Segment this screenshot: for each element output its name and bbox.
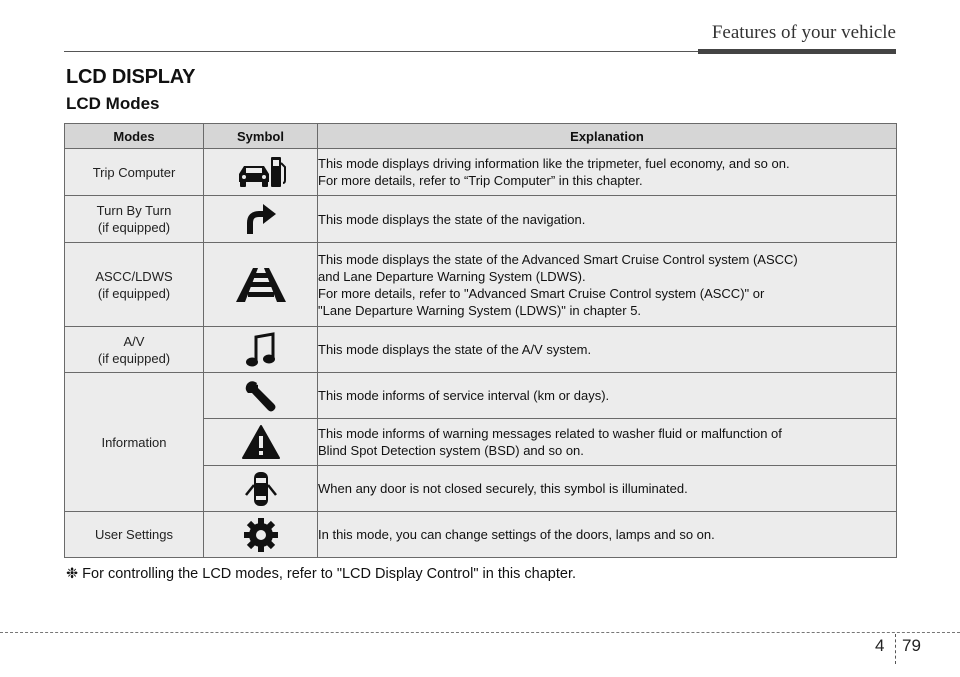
chapter-number: 4	[875, 636, 885, 655]
symbol-cell	[204, 512, 318, 558]
explanation-cell	[318, 327, 897, 373]
mode-cell	[65, 243, 204, 327]
mode-label: A/V	[123, 333, 145, 349]
explanation-line: When any door is not closed securely, this symbol is illuminated.	[318, 481, 688, 496]
gear-icon	[242, 526, 280, 541]
mode-label: Turn By Turn	[96, 203, 172, 218]
mode-note: (if equipped)	[97, 220, 171, 235]
explanation-line: This mode displays driving information like the tripmeter, fuel economy, and so on.	[318, 156, 790, 171]
mode-label: ASCC/LDWS	[95, 268, 173, 284]
mode-note: (if equipped)	[97, 285, 171, 301]
explanation-cell	[318, 149, 897, 196]
explanation-line: This mode displays the state of the navigation.	[318, 211, 586, 227]
lane-icon	[233, 276, 289, 291]
explanation-line: Blind Spot Detection system (BSD) and so on.	[318, 443, 584, 458]
explanation-line: and Lane Departure Warning System (LDWS).	[318, 268, 586, 284]
mode-label: Trip Computer	[92, 164, 176, 180]
table-row-turn-by-turn	[65, 196, 897, 243]
mode-cell	[65, 196, 204, 243]
explanation-line: For more details, refer to “Trip Computer” in this chapter.	[318, 173, 643, 188]
column-header-explanation: Explanation	[318, 124, 897, 149]
explanation-cell	[318, 419, 897, 466]
explanation-cell	[318, 373, 897, 419]
page-title: LCD DISPLAY	[66, 66, 196, 88]
car-fuel-pump-icon	[233, 163, 289, 178]
page-number: 79	[902, 636, 921, 655]
symbol-cell	[204, 419, 318, 466]
mode-cell	[65, 149, 204, 196]
explanation-line: "Lane Departure Warning System (LDWS)" in chapter 5.	[318, 302, 642, 318]
explanation-line: This mode displays the state of the Advanced Smart Cruise Control system (ASCC)	[318, 251, 798, 267]
symbol-cell	[204, 243, 318, 327]
footnote: ❉ For controlling the LCD modes, refer to "LCD Display Control" in this chapter.	[66, 566, 577, 582]
explanation-cell	[318, 243, 897, 327]
mode-cell	[65, 512, 204, 558]
mode-label: User Settings	[94, 527, 174, 542]
mode-cell	[65, 373, 204, 512]
explanation-cell	[318, 196, 897, 243]
explanation-line: This mode informs of service interval (km or days).	[318, 388, 610, 403]
symbol-cell	[204, 373, 318, 419]
explanation-cell	[318, 512, 897, 558]
mode-cell	[65, 327, 204, 373]
page-number-divider	[895, 634, 896, 664]
table-row-trip-computer	[65, 149, 897, 196]
section-subtitle: LCD Modes	[66, 94, 160, 113]
symbol-cell	[204, 327, 318, 373]
explanation-cell	[318, 466, 897, 512]
mode-label: Information	[101, 434, 167, 450]
turn-arrow-icon	[243, 210, 279, 225]
column-header-symbol: Symbol	[204, 124, 318, 149]
warning-triangle-icon	[241, 433, 281, 448]
table-row-information-service	[65, 373, 897, 419]
mode-note: (if equipped)	[97, 350, 171, 366]
explanation-line: For more details, refer to "Advanced Smart Cruise Control system (ASCC)" or	[318, 285, 765, 301]
table-row-ascc-ldws	[65, 243, 897, 327]
wrench-icon	[243, 387, 279, 402]
explanation-line: This mode displays the state of the A/V system.	[318, 342, 592, 357]
footer-rule	[0, 632, 960, 633]
table-header-row	[65, 124, 897, 149]
explanation-line: This mode informs of warning messages related to washer fluid or malfunction of	[318, 426, 782, 441]
table-row-av	[65, 327, 897, 373]
music-note-icon	[243, 341, 279, 356]
symbol-cell	[204, 466, 318, 512]
explanation-line: In this mode, you can change settings of the doors, lamps and so on.	[318, 527, 715, 542]
symbol-cell	[204, 149, 318, 196]
symbol-cell	[204, 196, 318, 243]
section-header: Features of your vehicle	[711, 22, 896, 43]
column-header-modes: Modes	[65, 124, 204, 149]
header-rule-accent	[698, 49, 896, 54]
door-open-icon	[241, 480, 281, 495]
lcd-modes-table	[64, 123, 897, 558]
table-row-user-settings	[65, 512, 897, 558]
